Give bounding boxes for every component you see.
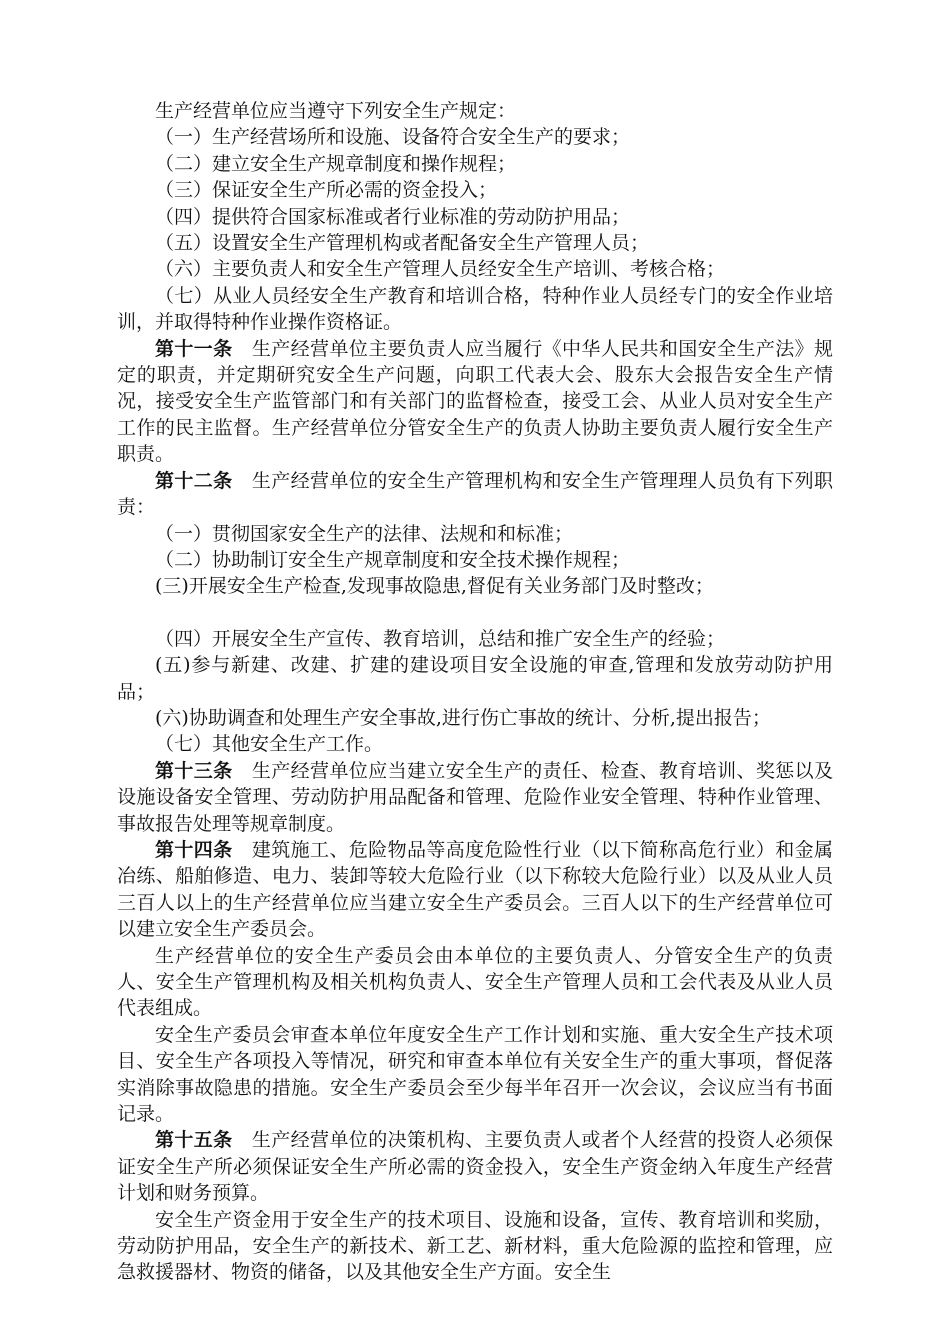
list-item: （七）从业人员经安全生产教育和培训合格，特种作业人员经专门的安全作业培训，并取得特种作业操作资格证。: [117, 284, 833, 334]
list-item: （四）开展安全生产宣传、教育培训，总结和推广安全生产的经验；: [155, 627, 726, 650]
list-item: （四）提供符合国家标准或者行业标准的劳动防护用品；: [155, 205, 631, 228]
paragraph: 生产经营单位的安全生产委员会由本单位的主要负责人、分管安全生产的负责人、安全生产管理机构及相关机构负责人、安全生产管理人员和工会代表及从业人员代表组成。: [117, 944, 833, 1020]
article-14: [117, 837, 833, 943]
article-text: 生产经营单位的安全生产管理机构和安全生产管理理人员负有下列职责：: [117, 469, 833, 519]
article-13: [117, 758, 833, 837]
article-text: 建筑施工、危险物品等高度危险性行业（以下简称高危行业）和金属冶练、船舶修造、电力、装卸等较大危险行业（以下称较大危险行业）以及从业人员三百人以上的生产经营单位应当建立安全生产委员会。三百人以下的生产经营单位可以建立安全生产委员会。: [117, 838, 833, 941]
article-label: 第十四条: [155, 838, 233, 861]
list-item: (五)参与新建、改建、扩建的建设项目安全设施的审查,管理和发放劳动防护用品；: [117, 654, 833, 703]
paragraph: 安全生产资金用于安全生产的技术项目、设施和设备，宣传、教育培训和奖励，劳动防护用品，安全生产的新技术、新工艺、新材料，重大危险源的监控和管理，应急救援器材、物资的储备，以及其他安全生产方面。安全生: [117, 1208, 833, 1284]
article-label: 第十三条: [155, 759, 233, 782]
document-page: [117, 98, 833, 1286]
list-item: （三）保证安全生产所必需的资金投入；: [155, 179, 498, 202]
list-item: （一）贯彻国家安全生产的法律、法规和和标准；: [155, 522, 574, 545]
list-item: （二）协助制订安全生产规章制度和安全技术操作规程；: [155, 548, 631, 571]
article-12: [117, 468, 833, 521]
list-item: （六）主要负责人和安全生产管理人员经安全生产培训、考核合格；: [155, 258, 726, 281]
article-text: 生产经营单位主要负责人应当履行《中华人民共和国安全生产法》规定的职责，并定期研究安全生产问题，向职工代表大会、股东大会报告安全生产情况，接受安全生产监管部门和有关部门的监督检查，接受工会、从业人员对安全生产工作的民主监督。生产经营单位分管安全生产的负责人协助主要负责人履行安全生产职责。: [117, 337, 833, 466]
paragraph: 生产经营单位应当遵守下列安全生产规定：: [155, 100, 517, 122]
blank-line: [117, 600, 833, 626]
paragraph: 安全生产委员会审查本单位年度安全生产工作计划和实施、重大安全生产技术项目、安全生产各项投入等情况，研究和审查本单位有关安全生产的重大事项，督促落实消除事故隐患的措施。安全生产委员会至少每半年召开一次会议，会议应当有书面记录。: [117, 1023, 833, 1126]
list-item: （二）建立安全生产规章制度和操作规程；: [155, 152, 517, 175]
article-label: 第十一条: [155, 337, 233, 360]
list-item: (六)协助调查和处理生产安全事故,进行伤亡事故的统计、分析,提出报告；: [155, 706, 771, 729]
article-label: 第十五条: [155, 1129, 233, 1152]
article-label: 第十二条: [155, 469, 233, 492]
list-item: （七）其他安全生产工作。: [155, 733, 384, 756]
article-text: 生产经营单位的决策机构、主要负责人或者个人经营的投资人必须保证安全生产所必须保证安全生产所必需的资金投入，安全生产资金纳入年度生产经营计划和财务预算。: [117, 1129, 833, 1205]
list-item: (三)开展安全生产检查,发现事故隐患,督促有关业务部门及时整改；: [155, 575, 714, 598]
article-15: [117, 1127, 833, 1206]
article-11: [117, 336, 833, 468]
list-item: （一）生产经营场所和设施、设备符合安全生产的要求；: [155, 126, 631, 149]
article-text: 生产经营单位应当建立安全生产的责任、检查、教育培训、奖惩以及设施设备安全管理、劳动防护用品配备和管理、危险作业安全管理、特种作业管理、事故报告处理等规章制度。: [117, 759, 833, 835]
list-item: （五）设置安全生产管理机构或者配备安全生产管理人员；: [155, 232, 650, 255]
